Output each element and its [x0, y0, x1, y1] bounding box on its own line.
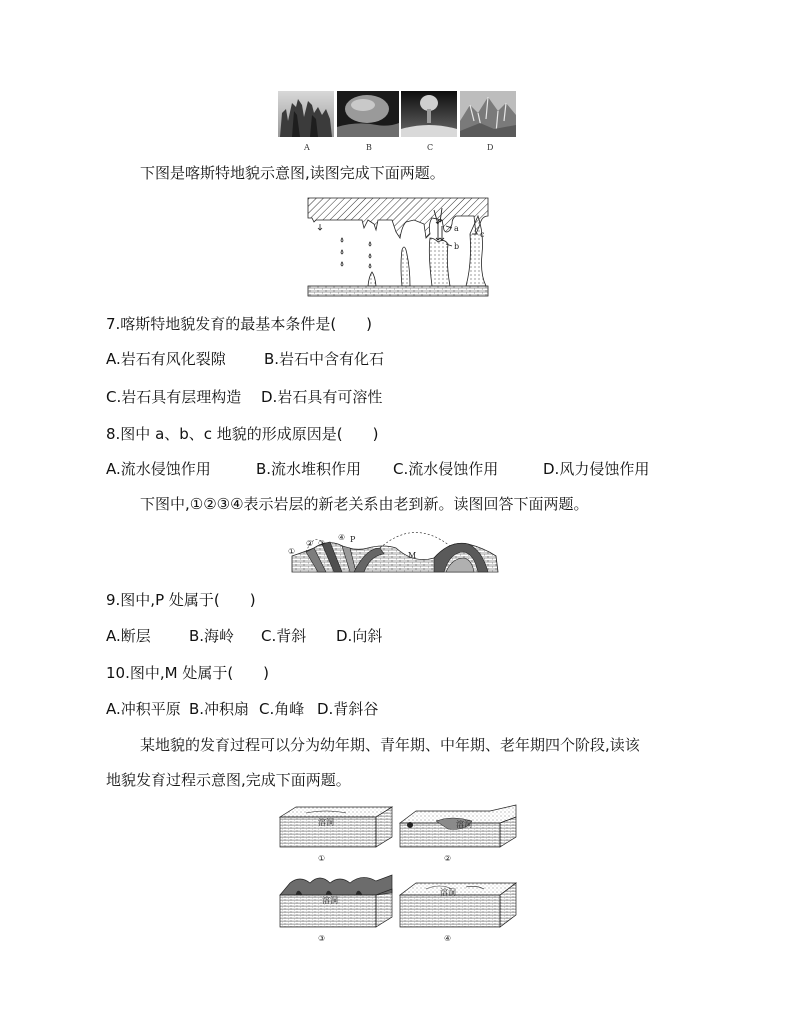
stages-intro-line-2: 地貌发育过程示意图,完成下面两题。 [106, 771, 351, 789]
stage-block-2 [400, 805, 516, 847]
q7-stem: 7.喀斯特地貌发育的最基本条件是( ) [106, 315, 373, 333]
q9-option-b[interactable]: B.海岭 [189, 627, 235, 645]
karst-label-c: c [480, 230, 485, 239]
strata-fold-diagram [284, 528, 512, 582]
q10-stem: 10.图中,M 处属于( ) [106, 664, 270, 682]
stage2-cave-label: 溶洞 [456, 820, 472, 829]
stage-block-3 [280, 875, 392, 927]
q7-option-a[interactable]: A.岩石有风化裂隙 [106, 350, 226, 368]
strata-label-4: ④ [338, 533, 346, 542]
q9-option-c[interactable]: C.背斜 [261, 627, 307, 645]
stage3-cave-label: 溶洞 [322, 896, 338, 905]
karst-label-b: b [454, 242, 460, 251]
q9-stem: 9.图中,P 处属于( ) [106, 591, 256, 609]
q10-option-c[interactable]: C.角峰 [259, 700, 305, 718]
q7-option-c[interactable]: C.岩石具有层理构造 [106, 388, 242, 406]
strata-label-3: ③ [318, 539, 326, 548]
q7-option-d[interactable]: D.岩石具有可溶性 [261, 388, 383, 406]
photo-label-d: D [487, 143, 494, 152]
stage-block-1 [280, 807, 392, 847]
q9-option-a[interactable]: A.断层 [106, 627, 151, 645]
q9-option-d[interactable]: D.向斜 [336, 627, 383, 645]
q7-option-b[interactable]: B.岩石中含有化石 [264, 350, 385, 368]
karst-cave-diagram [306, 194, 492, 298]
stage-number-3: ③ [318, 934, 326, 943]
stage-block-4 [400, 883, 516, 927]
stage1-cave-label: 溶洞 [318, 818, 334, 827]
q8-option-d[interactable]: D.风力侵蚀作用 [543, 460, 650, 478]
strata-label-1: ① [288, 547, 296, 556]
q8-option-c[interactable]: C.流水侵蚀作用 [393, 460, 499, 478]
photo-label-a: A [304, 143, 310, 152]
stage-number-4: ④ [444, 934, 452, 943]
q8-option-a[interactable]: A.流水侵蚀作用 [106, 460, 211, 478]
q10-option-a[interactable]: A.冲积平原 [106, 700, 181, 718]
photo-c-mushroom-rock [401, 91, 457, 137]
stages-intro-line-1: 某地貌的发育过程可以分为幼年期、青年期、中年期、老年期四个阶段,读该 [140, 736, 640, 754]
karst-intro-text: 下图是喀斯特地貌示意图,读图完成下面两题。 [140, 164, 445, 182]
photo-d-mountains [460, 91, 516, 137]
strata-label-2: ② [306, 539, 314, 548]
karst-label-a: a [454, 224, 459, 233]
strata-label-m: M [408, 551, 417, 560]
photo-b-balanced-rock [337, 91, 399, 137]
q10-option-b[interactable]: B.冲积扇 [189, 700, 250, 718]
q8-option-b[interactable]: B.流水堆积作用 [256, 460, 362, 478]
stage-number-1: ① [318, 854, 326, 863]
stage-number-2: ② [444, 854, 452, 863]
photo-label-b: B [366, 143, 372, 152]
strata-label-p: P [350, 535, 356, 544]
photo-label-c: C [427, 143, 434, 152]
q10-option-d[interactable]: D.背斜谷 [317, 700, 379, 718]
stage4-cave-label: 溶洞 [440, 888, 456, 897]
q8-stem: 8.图中 a、b、c 地貌的形成原因是( ) [106, 425, 379, 443]
landform-stages-diagram [276, 803, 520, 945]
strata-intro-text: 下图中,①②③④表示岩层的新老关系由老到新。读图回答下面两题。 [140, 495, 589, 513]
photo-a-stone-forest [278, 91, 334, 137]
